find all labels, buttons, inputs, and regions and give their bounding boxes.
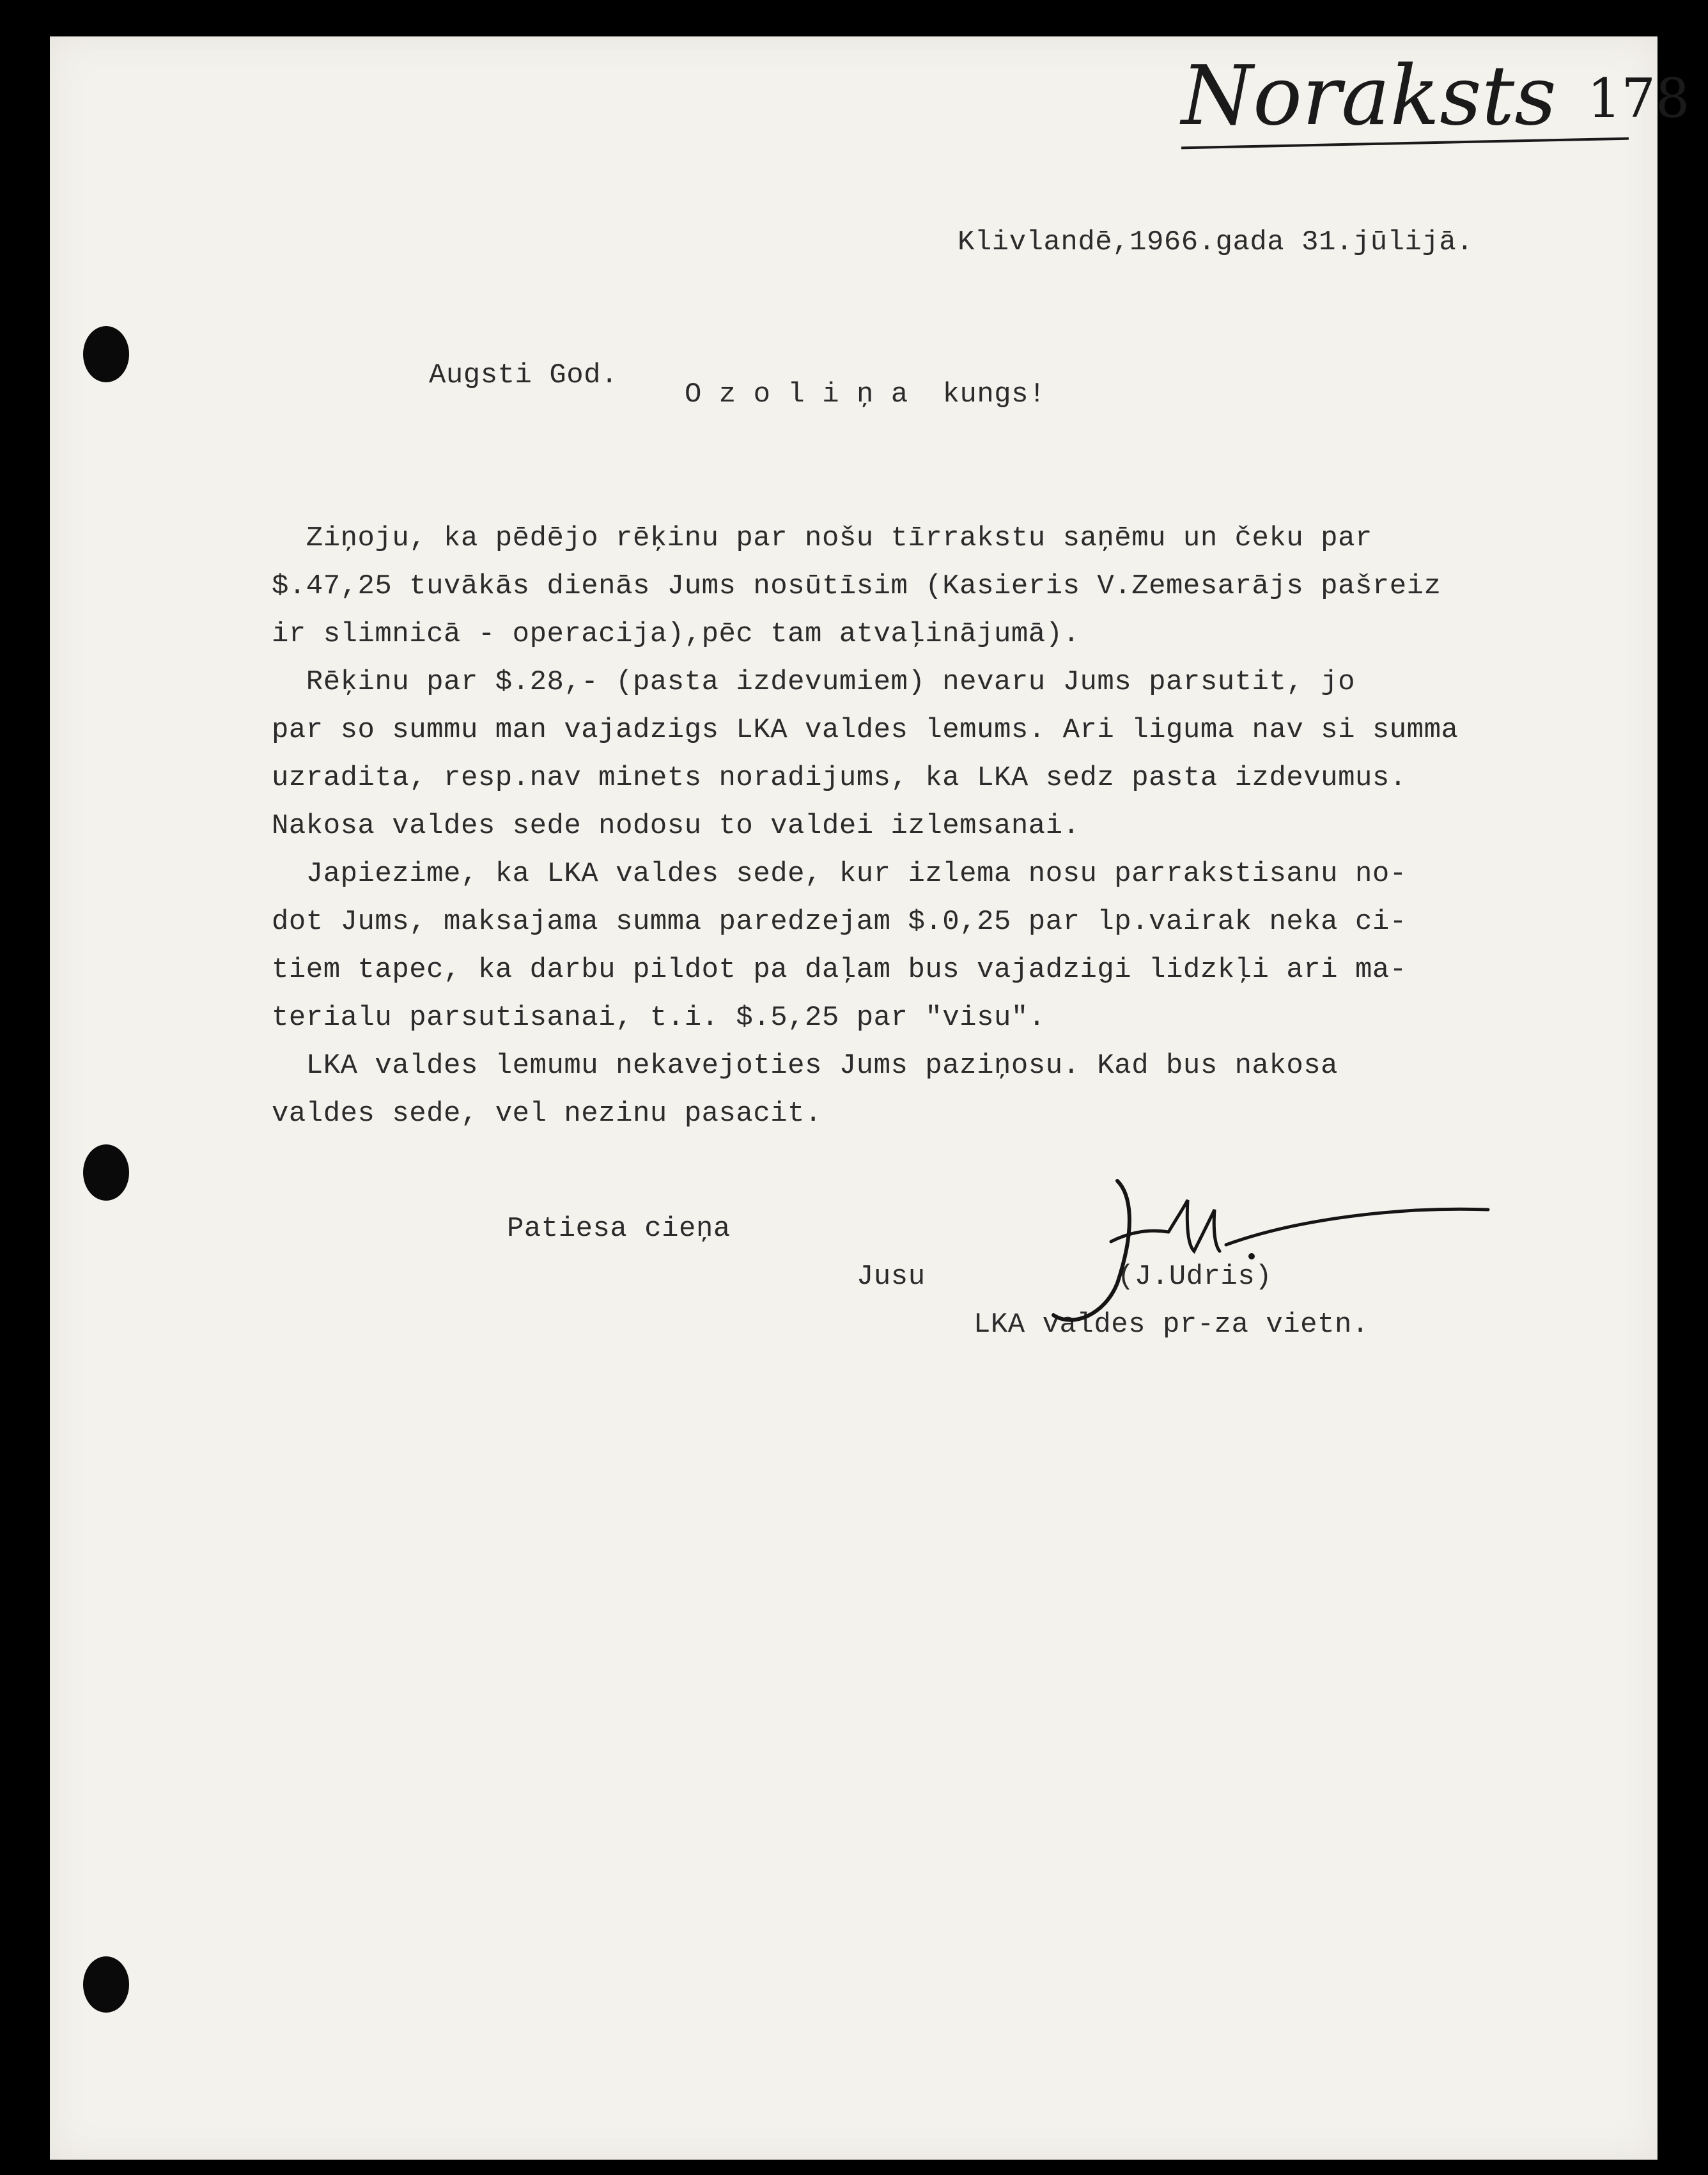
salutation-prefix: Augsti God. bbox=[429, 359, 618, 391]
closing: Patiesa cieņa bbox=[507, 1213, 731, 1245]
body-line: Rēķinu par $.28,- (pasta izdevumiem) nevaru Jums parsutit, jo bbox=[272, 666, 1355, 698]
body-line: LKA valdes lemumu nekavejoties Jums paziņosu. Kad bus nakosa bbox=[272, 1050, 1339, 1082]
punch-hole-middle bbox=[83, 1144, 129, 1201]
body-line: par so summu man vajadzigs LKA valdes lemums. Ari liguma nav si summa bbox=[272, 714, 1459, 746]
salutation-name: O z o l i ņ a kungs! bbox=[685, 378, 1046, 410]
body-line: uzradita, resp.nav minets noradijums, ka LKA sedz pasta izdevumus. bbox=[272, 762, 1407, 794]
signer-name: (J.Udris) bbox=[1117, 1261, 1273, 1293]
body-line: ir slimnicā - operacija),pēc tam atvaļinājumā). bbox=[272, 618, 1080, 650]
signer-title: LKA valdes pr-za vietn. bbox=[974, 1309, 1369, 1341]
punch-hole-bottom bbox=[83, 1956, 129, 2013]
body-line: Ziņoju, ka pēdējo rēķinu par nošu tīrrakstu saņēmu un čeku par bbox=[272, 522, 1372, 554]
closing-yours: Jusu bbox=[857, 1261, 926, 1293]
body-line: Nakosa valdes sede nodosu to valdei izlemsanai. bbox=[272, 810, 1080, 842]
body-line: valdes sede, vel nezinu pasacit. bbox=[272, 1098, 822, 1130]
page-number: 178 bbox=[1587, 67, 1690, 130]
body-line: dot Jums, maksajama summa paredzejam $.0,25 par lp.vairak neka ci- bbox=[272, 906, 1407, 938]
handwritten-signature bbox=[1041, 1155, 1501, 1347]
document-page bbox=[50, 36, 1690, 2160]
place-date: Klivlandē,1966.gada 31.jūlijā. bbox=[958, 226, 1474, 258]
body-line: Japiezime, ka LKA valdes sede, kur izlema nosu parrakstisanu no- bbox=[272, 858, 1407, 890]
body-line: tiem tapec, ka darbu pildot pa daļam bus vajadzigi lidzkļi ari ma- bbox=[272, 954, 1407, 986]
handwritten-annotation: Noraksts bbox=[1181, 49, 1557, 144]
body-line: terialu parsutisanai, t.i. $.5,25 par "visu". bbox=[272, 1002, 1046, 1034]
punch-hole-top bbox=[83, 326, 129, 382]
body-line: $.47,25 tuvākās dienās Jums nosūtīsim (Kasieris V.Zemesarājs pašreiz bbox=[272, 570, 1441, 602]
